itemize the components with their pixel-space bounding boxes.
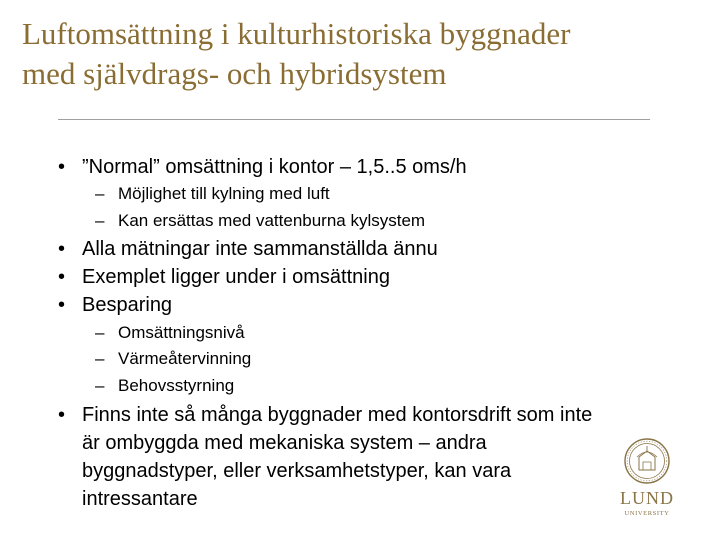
bullet-text: Exemplet ligger under i omsättning xyxy=(82,266,390,288)
bullet-marker: • xyxy=(58,238,66,260)
bullet-marker: • xyxy=(58,266,66,288)
bullet-item-5-continuation xyxy=(82,457,511,485)
sub-item-text: Omsättningsnivå xyxy=(118,323,245,342)
dash-marker: – xyxy=(95,323,105,342)
dash-marker: – xyxy=(95,349,105,368)
lund-university-logo xyxy=(612,437,682,519)
sub-item-text: Behovsstyrning xyxy=(118,376,235,395)
sub-item-text: Värmeåtervinning xyxy=(118,349,252,368)
dash-marker: – xyxy=(95,376,105,395)
sub-item-text: Möjlighet till kylning med luft xyxy=(118,184,330,203)
sub-item xyxy=(95,373,235,399)
dash-marker: – xyxy=(95,184,105,203)
bullet-item-4 xyxy=(58,291,173,319)
bullet-text-line-3: byggnadstyper, eller verksamhetstyper, kan vara xyxy=(82,460,512,482)
bullet-text-line-4: intressantare xyxy=(82,488,198,510)
title-line-2: med självdrags- och hybridsystem xyxy=(22,56,447,91)
university-seal-icon xyxy=(625,439,669,483)
bullet-item-1 xyxy=(58,153,467,181)
bullet-text-line-2: är ombyggda med mekaniska system – andra xyxy=(82,432,487,454)
sub-item xyxy=(95,181,330,207)
bullet-marker: • xyxy=(58,404,66,426)
bullet-item-2 xyxy=(58,235,438,263)
bullet-text: Besparing xyxy=(82,294,173,316)
bullet-text-line-1: Finns inte så många byggnader med kontorsdrift som inte xyxy=(82,404,593,426)
bullet-item-5 xyxy=(58,401,593,429)
bullet-item-5-continuation xyxy=(82,429,487,457)
bullet-text: Alla mätningar inte sammanställda ännu xyxy=(82,238,438,260)
sub-item xyxy=(95,320,245,346)
bullet-marker: • xyxy=(58,294,66,316)
sub-item-text: Kan ersättas med vattenburna kylsystem xyxy=(118,211,426,230)
bullet-text: ”Normal” omsättning i kontor – 1,5..5 oms/h xyxy=(82,156,467,178)
logo-name-line-1: LUND xyxy=(620,488,674,508)
sub-item xyxy=(95,346,252,372)
bullet-item-5-continuation xyxy=(82,485,198,513)
sub-item xyxy=(95,208,426,234)
title-line-1: Luftomsättning i kulturhistoriska byggnader xyxy=(22,16,571,51)
logo-name-line-2: UNIVERSITY xyxy=(624,510,670,517)
dash-marker: – xyxy=(95,211,105,230)
bullet-item-3 xyxy=(58,263,390,291)
bullet-marker: • xyxy=(58,156,66,178)
